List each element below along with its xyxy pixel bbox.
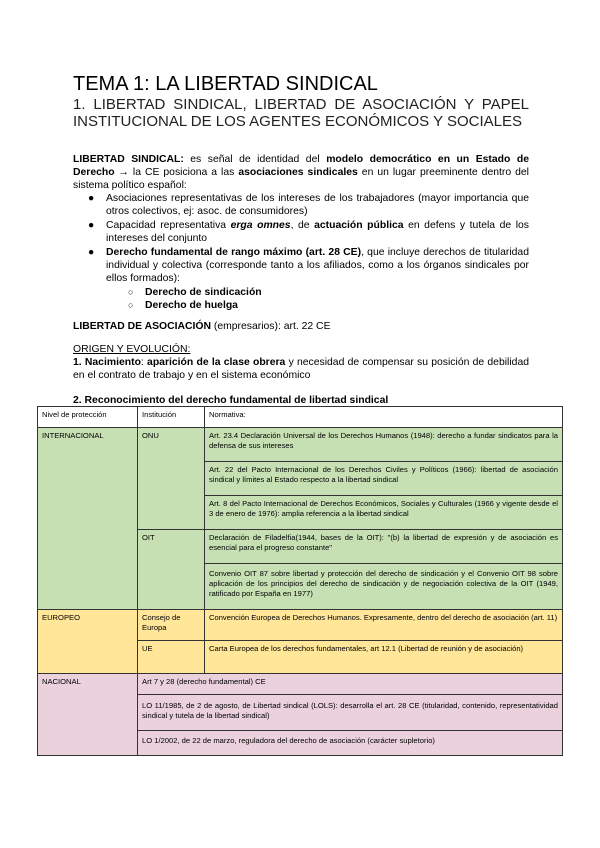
table-row — [38, 428, 563, 462]
asociacion-line — [73, 320, 331, 333]
list-item — [73, 246, 529, 312]
nacimiento-paragraph — [73, 356, 529, 382]
sub-list-item — [106, 286, 529, 299]
list-item-text: , de — [290, 220, 315, 231]
list-item-emphasis: erga omnes — [230, 220, 291, 231]
intro-label: LIBERTAD SINDICAL: — [73, 154, 184, 165]
norm-cell: Art. 8 del Pacto Internacional de Derechos Económicos, Sociales y Culturales (1966 y vigente desde el 3 de enero de 1976): amplia referencia a la libertad sindical — [205, 496, 563, 530]
level-internacional: INTERNACIONAL — [38, 428, 138, 610]
asociacion-text: (empresarios): art. 22 CE — [210, 321, 331, 332]
list-item-text: en defens y tutela de los intereses del conjunto — [106, 220, 529, 244]
bullet-icon: ● — [88, 247, 95, 258]
norm-cell: Art. 23.4 Declaración Universal de los Derechos Humanos (1948): derecho a fundar sindicatos para la defensa de sus intereses — [205, 428, 563, 462]
norm-cell: Convenio OIT 87 sobre libertad y protección del derecho de sindicación y el Convenio OIT 98 sobre aplicación de los principios del derecho de sindicación y de negociación colectiva de la OIT (1949, ratificado por España en 1977) — [205, 564, 563, 610]
list-item — [73, 192, 529, 218]
bullet-list — [73, 192, 529, 313]
asociacion-label: LIBERTAD DE ASOCIACIÓN — [73, 321, 211, 332]
sub-list — [106, 286, 529, 312]
table-header-cell: Institución — [138, 407, 205, 428]
circle-bullet-icon: ○ — [128, 300, 134, 310]
nacimiento-text: y necesidad de compensar su posición de debilidad en el contrato de trabajo y en el sistema económico — [73, 357, 530, 381]
table-header-cell: Normativa: — [205, 407, 563, 428]
list-item — [73, 219, 529, 245]
intro-paragraph — [73, 153, 529, 192]
intro-text: → la CE posiciona a las — [114, 167, 239, 178]
nacimiento-sep: : — [140, 357, 148, 368]
table-row — [38, 674, 563, 695]
norm-cell: LO 11/1985, de 2 de agosto, de Libertad sindical (LOLS): desarrolla el art. 28 CE (titularidad, contenido, representatividad sindical y tutela de la libertad sindical) — [138, 695, 563, 731]
norm-cell: Art. 22 del Pacto Internacional de los Derechos Civiles y Políticos (1966): libertad de asociación sindical y límites al Estado respecto a la libertad sindical — [205, 462, 563, 496]
sub-list-item — [106, 299, 529, 312]
page-title: TEMA 1: LA LIBERTAD SINDICAL — [73, 73, 378, 95]
norm-cell: LO 1/2002, de 22 de marzo, reguladora del derecho de asociación (carácter supletorio) — [138, 731, 563, 756]
section-heading: 1. LIBERTAD SINDICAL, LIBERTAD DE ASOCIACIÓN Y PAPEL INSTITUCIONAL DE LOS AGENTES ECONÓMICOS Y SOCIALES — [73, 96, 529, 130]
norm-cell: Carta Europea de los derechos fundamentales, art 12.1 (Libertad de reunión y de asociación) — [205, 641, 563, 674]
bullet-icon: ● — [88, 193, 95, 204]
bullet-icon: ● — [88, 220, 95, 231]
protection-table — [37, 406, 563, 756]
sub-list-item-text: Derecho de sindicación — [145, 287, 262, 298]
intro-bold: modelo democrático en un Estado de Derecho — [73, 154, 529, 178]
table-header-row — [38, 407, 563, 428]
intro-text: es señal de identidad del — [183, 154, 327, 165]
institution-onu: ONU — [138, 428, 205, 530]
list-item-bold: Derecho fundamental de rango máximo (art. 28 CE) — [106, 247, 362, 258]
institution-oit: OIT — [138, 530, 205, 610]
list-item-bold: actuación pública — [314, 220, 404, 231]
origen-heading: ORIGEN Y EVOLUCIÓN: — [73, 344, 191, 355]
norm-cell: Art 7 y 28 (derecho fundamental) CE — [138, 674, 563, 695]
nacimiento-label: 1. Nacimiento — [73, 357, 141, 368]
intro-text: en un lugar preeminente dentro del sistema político español: — [73, 167, 529, 191]
intro-bold: asociaciones sindicales — [238, 167, 358, 178]
circle-bullet-icon: ○ — [128, 287, 134, 297]
table-row — [38, 610, 563, 641]
level-nacional: NACIONAL — [38, 674, 138, 756]
institution-ue: UE — [138, 641, 205, 674]
level-europeo: EUROPEO — [38, 610, 138, 674]
list-item-text: , que incluye derechos de titularidad individual y colectiva (corresponde tanto a los afiliados, como a los órganos sindicales por ellos formados): — [106, 247, 529, 284]
institution-consejo: Consejo de Europa — [138, 610, 205, 641]
list-item-text: Capacidad representativa — [106, 220, 231, 231]
norm-cell: Declaración de Filadelfia(1944, bases de la OIT): "(b) la libertad de expresión y de asociación es esencial para el progreso constante" — [205, 530, 563, 564]
reconocimiento-heading: 2. Reconocimiento del derecho fundamental de libertad sindical — [73, 395, 389, 406]
nacimiento-bold: aparición de la clase obrera — [147, 357, 286, 368]
sub-list-item-text: Derecho de huelga — [145, 300, 238, 311]
norm-cell: Convención Europea de Derechos Humanos. Expresamente, dentro del derecho de asociación (art. 11) — [205, 610, 563, 641]
list-item-text: Asociaciones representativas de los intereses de los trabajadores (mayor importancia que otros colectivos, ej: asoc. de consumidores) — [106, 193, 529, 217]
table-header-cell: Nivel de protección — [38, 407, 138, 428]
